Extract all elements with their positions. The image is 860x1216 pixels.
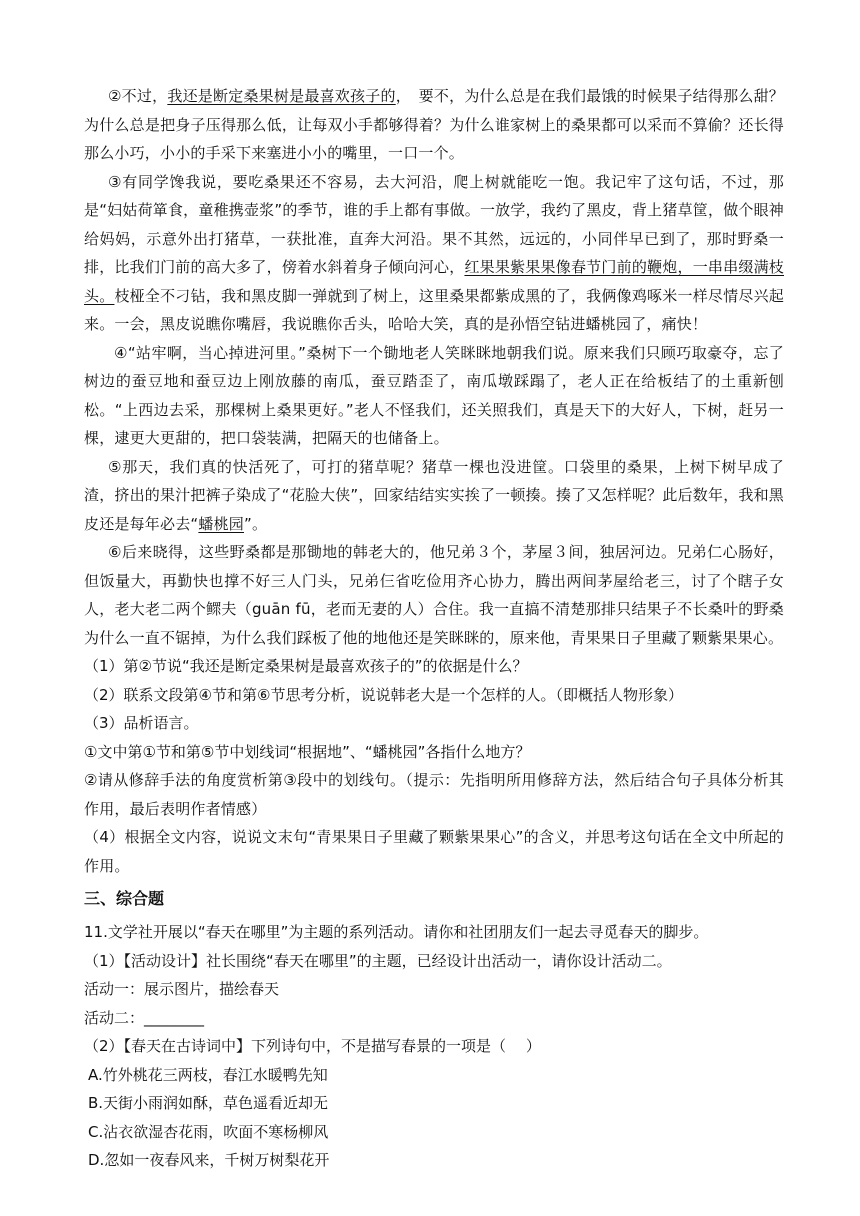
option-c: C.沾衣欲湿杏花雨，吹面不寒杨柳风 xyxy=(88,1122,329,1141)
question-3a: ①文中第①节和第⑤节中划线词“根据地”、“蟠桃园”各指什么地方？ xyxy=(84,742,531,761)
question-11: 11.文学社开展以“春天在哪里”为主题的系列活动。请你和社团朋友们一起去寻觅春天的脚步。 xyxy=(84,923,709,941)
p3-start: ③有同学馋我说，要吃桑果还不容易，去大河沿，爬上树就能吃一饱。我记牢了这句话，不过，那是“妇姑荷箪食，童稚携壶浆”的季节，谁的手上都有事做。一放学，我约了黑皮，背上猪草筐，做个眼神给妈妈，示意外出打猪草，一获批准，直奔大河沿。果不其然，远远的，小同伴早已到了，那时野桑一排，比我们门前的高大多了，傍着水斜着身子倾向河心， xyxy=(84,172,784,276)
p5-start: ⑤那天，我们真的快活死了，可打的猪草呢？猪草一棵也没进筐。口袋里的桑果，上树下树早成了渣，挤出的果汁把裤子染成了“花脸大侠”，回家结结实实挨了一顿揍。揍了又怎样呢？此后数年，我和黑皮还是每年必去“ xyxy=(84,457,784,533)
paragraph-6: ⑥后来晓得，这些野桑都是那锄地的韩老大的，他兄弟３个，茅屋３间，独居河边。兄弟仁心肠好，但饭量大，再勤快也撑不好三人门头，兄弟仨省吃俭用齐心协力，腾出两间茅屋给老三，讨了个瞎子女人，老大老二两个鳏夫（guān fū，老而无妻的人）合住。我一直搞不清楚那排只结果子不长桑叶的野桑为什么一直不锯掉，为什么我们踩板了他的地他还是笑眯眯的，原来他，青果果日子里藏了颗紫果果心。 xyxy=(84,543,784,647)
question-3b: ②请从修辞手法的角度赏析第③段中的划线句。（提示：先指明所用修辞方法，然后结合句子具体分析其作用，最后表明作者情感） xyxy=(84,771,784,818)
paragraph-2 xyxy=(84,82,784,168)
p2-rest: ， 要不，为什么总是在我们最饿的时候果子结得那么甜？为什么总是把身子压得那么低，让每双小手都够得着？为什么谁家树上的桑果都可以采而不算偷？还长得那么小巧，小小的手采下来塞进小小的嘴里，一口一个。 xyxy=(84,87,784,162)
document-page xyxy=(84,82,784,1175)
question-1: （1）第②节说“我还是断定桑果树是最喜欢孩子的”的依据是什么？ xyxy=(84,657,528,675)
section-title: 三、综合题 xyxy=(84,889,165,908)
option-d: D.忽如一夜春风来，千树万树梨花开 xyxy=(88,1151,330,1169)
activity-2-blank: 活动二：________ xyxy=(84,1008,205,1027)
option-a: A.竹外桃花三两枝，春江水暖鸭先知 xyxy=(88,1065,328,1084)
p5-underlined-word: 蟠桃园 xyxy=(198,514,244,533)
p3-underlined-sentence: 红果果紫果果像春节门前的鞭炮，一串串缀满枝头。 xyxy=(84,258,784,305)
paragraph-4: ④“站牢啊，当心掉进河里。”桑树下一个锄地老人笑眯眯地朝我们说。原来我们只顾巧取豪夺，忘了树边的蚕豆地和蚕豆边上刚放藤的南瓜，蚕豆踏歪了，南瓜墩踩蹋了，老人正在给板结了的土重新刨松。“上西边去采，那棵树上桑果更好。”老人不怪我们，还关照我们，真是天下的大好人，下树，赶另一棵，逮更大更甜的，把口袋装满，把隔天的也储备上。 xyxy=(84,343,784,447)
question-3: （3）品析语言。 xyxy=(84,714,199,732)
paragraph-5 xyxy=(84,453,784,539)
activity-1: 活动一：展示图片，描绘春天 xyxy=(84,980,280,998)
sub-question-2: （2）【春天在古诗词中】下列诗句中，不是描写春景的一项是（ ） xyxy=(84,1037,541,1055)
question-4: （4）根据全文内容，说说文末句“青果果日子里藏了颗紫果果心”的含义，并思考这句话在全文中所起的作用。 xyxy=(84,828,784,875)
paragraph-3 xyxy=(84,168,784,339)
p3-rest: 枝桠全不刁钻，我和黑皮脚一弹就到了树上，这里桑果都紫成黑的了，我俩像鸡啄米一样尽情尽兴起来。一会，黑皮说瞧你嘴唇，我说瞧你舌头，哈哈大笑，真的是孙悟空钻进蟠桃园了，痛快！ xyxy=(84,286,784,333)
p2-start: ②不过， xyxy=(108,87,168,105)
question-2: （2）联系文段第④节和第⑥节思考分析，说说韩老大是一个怎样的人。（即概括人物形象） xyxy=(84,685,683,704)
option-b: B.天街小雨润如酥，草色遥看近却无 xyxy=(88,1094,329,1112)
sub-question-1: （1）【活动设计】社长围绕“春天在哪里”的主题，已经设计出活动一，请你设计活动二。 xyxy=(84,951,672,970)
p2-underlined-sentence: 我还是断定桑果树是最喜欢孩子的 xyxy=(167,87,396,105)
p5-end: ”。 xyxy=(243,514,268,533)
